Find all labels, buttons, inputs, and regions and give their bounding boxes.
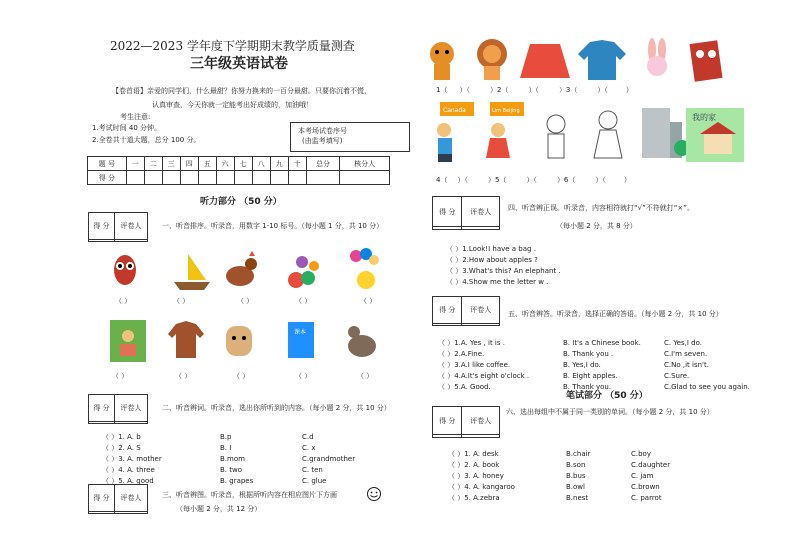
grader-score-cell[interactable]	[433, 435, 462, 438]
skirt-picture	[520, 44, 570, 78]
q6-option-b: B.bus	[566, 472, 586, 480]
score-header-cell: 核分人	[340, 157, 390, 171]
q6-option-b: B.chair	[566, 450, 591, 458]
reading-girl-picture	[110, 320, 146, 362]
q5-option-c: C.I'm seven.	[664, 350, 708, 358]
q1-blank[interactable]: （ ）	[295, 372, 312, 380]
duck-balloons-picture	[350, 248, 379, 289]
score-cell[interactable]	[306, 171, 340, 185]
q2-option-b: B.mom	[220, 455, 245, 463]
score-header-cell: 七	[234, 157, 252, 171]
q2-option-c: C. x	[302, 444, 316, 452]
notice-1: 1.考试时间 40 分钟。	[92, 124, 162, 132]
score-cell[interactable]	[340, 171, 390, 185]
notice-title: 考生注意:	[120, 113, 151, 121]
grader-score-cell[interactable]	[89, 421, 115, 423]
question-6: 六、选出每组中不属于同一类别的单词。（每小题 2 分，共 10 分）	[506, 408, 714, 416]
quail-picture	[348, 326, 376, 357]
score-header-cell: 总分	[306, 157, 340, 171]
listening-title: 听力部分 （50 分）	[200, 197, 282, 207]
q2-option-b: B. two	[220, 466, 243, 474]
grader-score-label: 得 分	[89, 213, 115, 240]
grader-reviewer-cell[interactable]	[462, 435, 500, 438]
score-header-cell: 三	[162, 157, 180, 171]
score-table	[87, 156, 390, 185]
grader-reviewer-label: 评卷人	[114, 213, 147, 240]
q1-blank[interactable]: （ ）	[357, 372, 374, 380]
score-header-cell: 四	[180, 157, 198, 171]
jacket-picture	[168, 321, 204, 358]
seat-label-2: (由监考填写)	[302, 137, 343, 145]
grader-box-3	[88, 484, 148, 514]
q5-option-a: （ ）1.A. Yes , it is .	[438, 339, 505, 347]
grader-reviewer-label: 评卷人	[114, 395, 147, 422]
score-cell[interactable]	[180, 171, 198, 185]
grader-box-4	[432, 196, 500, 230]
sign-label-1: Canada	[443, 107, 466, 114]
q2-option-a: （ ）1. A. b	[102, 433, 141, 441]
q2-option-a: （ ）2. A. S	[102, 444, 141, 452]
question-4-note: （每小题 2 分，共 8 分）	[556, 222, 637, 230]
owl-picture	[114, 255, 136, 285]
grader-box-1	[88, 212, 148, 242]
writing-title: 笔试部分 （50 分）	[566, 391, 648, 401]
q6-option-a: （ ）1. A. desk	[448, 450, 499, 458]
question-3-note: （每小题 2 分，共 12 分）	[176, 505, 262, 513]
score-row-label: 得 分	[88, 171, 127, 185]
grader-score-label: 得 分	[89, 485, 115, 512]
score-cell[interactable]	[252, 171, 270, 185]
greeting-line-2: 认真审查，今天你就一定能考出好成绩的，加油哦！	[152, 101, 313, 109]
q6-option-a: （ ）3. A. honey	[448, 472, 504, 480]
score-cell[interactable]	[270, 171, 288, 185]
q5-option-c: C.Glad to see you again.	[664, 383, 750, 391]
score-header-cell: 题 号	[88, 157, 127, 171]
score-cell[interactable]	[162, 171, 180, 185]
grader-box-2	[88, 394, 148, 424]
q5-option-a: （ ）4.A.It's eight o'clock .	[438, 372, 530, 380]
score-cell[interactable]	[288, 171, 306, 185]
q1-pictures-row2	[108, 318, 408, 368]
score-header-cell: 六	[216, 157, 234, 171]
q2-option-c: C.d	[302, 433, 314, 441]
q5-option-a: （ ）5.A. Good.	[438, 383, 491, 391]
q5-option-b: B. Thank you .	[563, 350, 614, 358]
grader-score-cell[interactable]	[89, 239, 115, 241]
q3-pictures-row1	[420, 36, 750, 84]
q6-option-b: B.nest	[566, 494, 589, 502]
q5-option-a: （ ）2.A.Fine.	[438, 350, 485, 358]
question-5: 五、听音辨答。听录音，选择正确的答语。（每小题 2 分，共 10 分）	[508, 310, 723, 318]
q2-option-a: （ ）5. A. good	[102, 477, 154, 485]
book-picture	[288, 322, 314, 358]
q2-option-a: （ ）3. A. mother	[102, 455, 162, 463]
q2-option-c: C. ten	[302, 466, 323, 474]
sailboat-picture	[174, 254, 210, 290]
boy-sign-picture	[437, 102, 474, 162]
q5-option-b: B. Thank you.	[563, 383, 612, 391]
q1-pictures-row1	[108, 246, 408, 296]
q3-pictures-row2	[430, 100, 760, 166]
grader-score-cell[interactable]	[433, 323, 462, 325]
q1-blank[interactable]: （ ）	[237, 297, 254, 305]
q6-option-c: C.boy	[631, 450, 651, 458]
q2-option-c: C.grandmother	[302, 455, 356, 463]
grader-reviewer-cell[interactable]	[462, 227, 500, 230]
q4-item: （ ）4.Show me the letter w .	[446, 278, 549, 286]
notice-2: 2.全卷共十道大题，总分 100 分。	[92, 136, 201, 144]
q3-numbers-row1: 1（ ）（ ）2（ ）（ ）3（ ）（ ）	[436, 86, 633, 94]
score-header-cell: 八	[252, 157, 270, 171]
grader-score-label: 得 分	[89, 395, 115, 422]
q5-option-c: C.No ,it isn't.	[664, 361, 709, 369]
rooster-picture	[226, 251, 257, 286]
grader-reviewer-label: 评卷人	[114, 485, 147, 512]
q1-blank[interactable]: （ ）	[233, 372, 250, 380]
rabbit-picture	[647, 38, 667, 76]
sign-label-2: Lim Beijing	[492, 108, 520, 114]
question-1: 一、听音排序。听录音，用数字 1-10 标号。（每小题 1 分，共 10 分）	[162, 222, 384, 230]
grader-box-6	[432, 406, 500, 438]
q1-blank[interactable]: （ ）	[360, 297, 377, 305]
grader-reviewer-cell[interactable]	[114, 421, 147, 423]
score-header-cell: 五	[198, 157, 216, 171]
q3-numbers-row2: 4（ ）（ ）5（ ）（ ）6（ ）（ ）	[436, 176, 631, 184]
question-3: 三、听音辨图。听录音，根据所听内容在相应图片下方画	[162, 491, 337, 499]
q5-option-c: C.Sure.	[664, 372, 690, 380]
girl-sign-picture	[486, 102, 524, 158]
q4-item: （ ）1.Look!I have a bag .	[446, 245, 536, 253]
grader-box-5	[432, 296, 500, 326]
grader-reviewer-label: 评卷人	[462, 407, 500, 435]
q5-option-b: B. Eight apples.	[563, 372, 618, 380]
q5-option-b: B. It's a Chinese book.	[563, 339, 641, 347]
q2-option-c: C. glue	[302, 477, 327, 485]
greeting-line-1: 【卷首语】亲爱的同学们，什么最甜？你努力换来的一百分最甜。只要你沉着不慌，	[112, 87, 371, 95]
grader-score-cell[interactable]	[433, 227, 462, 230]
q6-option-c: C.daughter	[631, 461, 671, 469]
grader-reviewer-label: 评卷人	[462, 197, 500, 227]
grader-reviewer-cell[interactable]	[462, 323, 500, 325]
q1-blank[interactable]: （ ）	[112, 372, 129, 380]
q1-blank[interactable]: （ ）	[295, 297, 312, 305]
score-header-cell: 十	[288, 157, 306, 171]
smiley-icon	[366, 486, 382, 502]
q6-option-b: B.son	[566, 461, 586, 469]
score-cell[interactable]	[198, 171, 216, 185]
q2-option-b: B. grapes	[220, 477, 254, 485]
girl-outline-picture	[594, 111, 622, 158]
score-cell[interactable]	[234, 171, 252, 185]
year-title: 2022—2023 学年度下学期期末教学质量测查	[110, 39, 355, 53]
q6-option-a: （ ）4. A. kangaroo	[448, 483, 515, 491]
score-cell[interactable]	[216, 171, 234, 185]
grader-score-label: 得 分	[433, 197, 462, 227]
question-2: 二、听音辨词。听录音，选出你所听到的内容。（每小题 2 分，共 10 分）	[162, 404, 391, 412]
grader-reviewer-cell[interactable]	[114, 239, 147, 241]
score-header-cell: 九	[270, 157, 288, 171]
exam-title: 三年级英语试卷	[190, 56, 288, 72]
q2-option-a: （ ）4. A. three	[102, 466, 155, 474]
grader-reviewer-label: 评卷人	[462, 297, 500, 324]
q6-option-c: C. jam	[631, 472, 654, 480]
q4-item: （ ）3.What's this? An elephant .	[446, 267, 561, 275]
building-picture	[642, 108, 690, 158]
score-cell[interactable]	[126, 171, 144, 185]
seat-label-1: 本考场试卷序号	[298, 127, 347, 135]
q1-blank[interactable]: （ ）	[173, 297, 190, 305]
score-cell[interactable]	[144, 171, 162, 185]
q6-option-a: （ ）5. A.zebra	[448, 494, 500, 502]
home-label: 我的家	[692, 113, 716, 122]
book-character-picture	[689, 40, 722, 82]
grader-score-cell[interactable]	[89, 511, 115, 513]
question-4: 四、听音辨正误。听录音，内容相符就打“√”不符就打“×”。	[508, 204, 694, 212]
q5-option-b: B. Yes,I do.	[563, 361, 601, 369]
q2-option-b: B.p	[220, 433, 232, 441]
q6-option-b: B.owl	[566, 483, 585, 491]
score-header-cell: 一	[126, 157, 144, 171]
boy-outline-picture	[547, 115, 565, 158]
fruit-basket-picture	[288, 256, 319, 288]
book-label: 课本	[294, 329, 307, 336]
q6-option-a: （ ）2. A. book	[448, 461, 500, 469]
bread-picture	[226, 326, 252, 356]
lion-picture	[477, 39, 507, 80]
q6-option-c: C.brown	[631, 483, 660, 491]
home-picture	[686, 108, 744, 162]
grader-score-label: 得 分	[433, 297, 462, 324]
q5-option-a: （ ）3.A.I like coffee.	[438, 361, 511, 369]
q4-item: （ ）2.How about apples ?	[446, 256, 538, 264]
tiger-picture	[430, 42, 454, 80]
grader-reviewer-cell[interactable]	[114, 511, 147, 513]
sweater-picture	[578, 40, 626, 80]
q6-option-c: C. parrot	[631, 494, 662, 502]
grader-score-label: 得 分	[433, 407, 462, 435]
q1-blank[interactable]: （ ）	[175, 372, 192, 380]
score-header-cell: 二	[144, 157, 162, 171]
q2-option-b: B. I	[220, 444, 232, 452]
q5-option-c: C. Yes,I do.	[664, 339, 702, 347]
q1-blank[interactable]: （ ）	[115, 297, 132, 305]
